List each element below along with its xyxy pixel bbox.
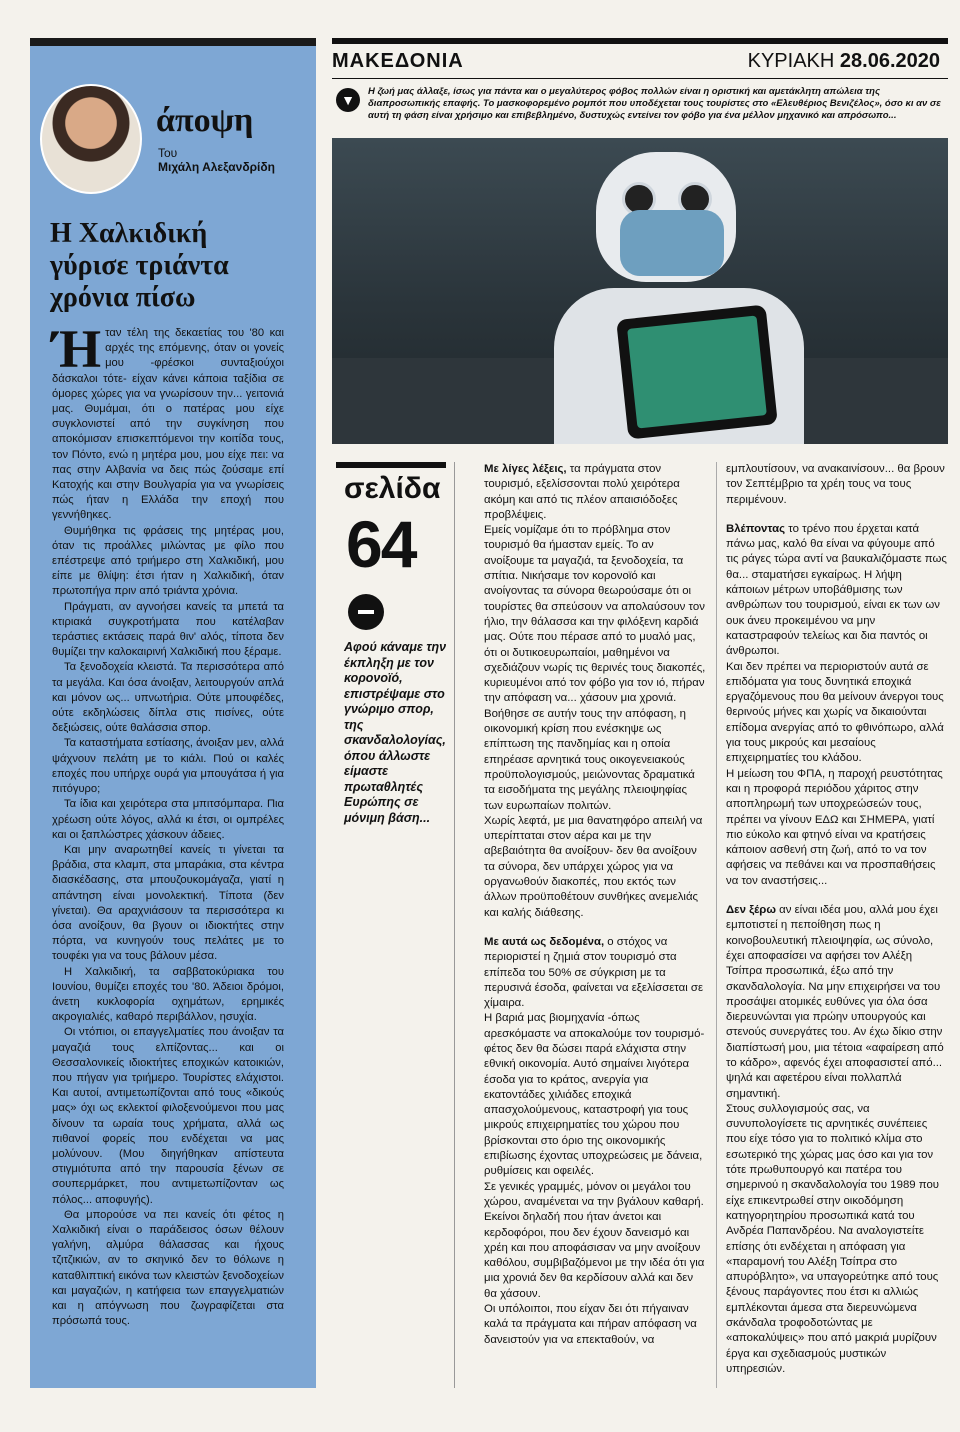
opinion-top-bar [30,38,316,46]
column-divider [716,462,717,1388]
article-paragraph: Δεν ξέρω αν είναι ιδέα μου, αλλά μου έχει εμποτιστεί η πεποίθηση πως η κοινοβουλευτική πλειοψηφία, ως σύνολο, έχει αποφασίσει να αφήσει τον Αλέξη Τσίπρα προσωπικά, έξω από την σκανδαλολογία. Να μην επιχειρήσει να του προσάψει ατομικές ευθύνες για όλα όσα διερευνώνται για πρώην υπουργούς και στενούς συνεργάτες του. Αν έχω δίκιο στην διαπίστωσή μου, μια τέτοια «αφαίρεση από το κάδρο», αφενός έχει αποφασιστεί από... ψηλά και αφετέρου είναι πολλαπλά σημαντική. [726,904,944,1100]
article-paragraph: Στους συλλογισμούς σας, να συνυπολογίσετε τις αρνητικές συνέπειες που είχε τόσο για το πολιτικό κλίμα στο εσωτερικό της χώρας μας όσο και για τον τότε πρωθυπουργό και πατέρα του σημερινού η σκανδαλολογία του 1989 που είχε επικεντρωθεί στην οικοδόμηση κατηγορητηρίου προσωπικά κατά του Ανδρέα Παπανδρέου. Να αναλογιστείτε επίσης ότι ενδέχεται η απόφαση για «παραμονή του Αλέξη Τσίπρα στο απυρόβλητο», να υπαγορεύτηκε από τους ξένους παράγοντες που έτσι κι αλλιώς εμπλέκονται άμεσα στα διερευνώμενα σκάνδαλα τροφοδοτώντας με «αποκαλύψεις» που από μακριά μυρίζουν έργα και σχεδιασμούς μυστικών υπηρεσιών. [726,1102,940,1375]
drop-cap: Ή [52,319,102,379]
opinion-paragraph: Και μην αναρωτηθεί κανείς τι γίνεται τα βράδια, στα κλαμπ, στα μπαράκια, στα κέντρα διασκέδασης, στα μπουζουκομάγαζα, γιατί η απάντηση είναι μονολεκτική. Τίποτα (δεν γίνεται). Θα αραχνιάσουν τα περισσότερα κι όσα ανοίξουν, θα βγουν οι ιδιοκτήτες στην πόρτα, να κυνηγούν τους πελάτες με το τουφέκι για να τους βάλουν μέσα. [52,843,284,963]
author-photo [40,84,142,194]
opinion-body [52,319,284,1329]
article-paragraph: Βλέποντας το τρένο που έρχεται κατά πάνω μας, καλό θα είναι να φύγουμε από τις ράγες τώρα αντί να βαυκαλιζόμαστε πως θα... σταματήσει εγκαίρως. Η λήψη κάποιων μέτρων υποβάθμισης των ανθρώπων του τουρισμού, είναι εκ των ων ουκ άνευ προκειμένου να μην καταστραφούν τελείως και δια παντός οι άνθρωποι. [726,522,947,658]
opinion-title: Η Χαλκιδική γύρισε τριάντα χρόνια πίσω [50,218,229,313]
robot-photo [332,138,948,444]
article-paragraph: Η βαριά μας βιομηχανία -όπως αρεσκόμαστε να αποκαλούμε τον τουρισμό- φέτος δεν θα δώσει παρά ελάχιστα στην εθνική οικονομία. Αυτό σημαίνει λιγότερα έσοδα για το κράτος, ανεργία για εκατοντάδες χιλιάδες εποχικά απασχολούμενους, καταστροφή για τους μικρούς επιχειρηματίες του χώρου που βρίσκονται στο όριο της οικονομικής επιβίωσης έχοντας υποχρεώσεις με δάνεια, ρυθμίσεις και οφειλές. [484,1012,705,1178]
chevron-down-icon: ▼ [336,88,360,112]
opinion-paragraph: Τα καταστήματα εστίασης, άνοιξαν μεν, αλλά ψάχνουν πελάτη με το κιάλι. Πού οι καλές εποχές που υπήρχε ουρά για μπουγάτσα ή για πιτόγυρο; [52,737,284,796]
page-number: 64 [346,507,416,581]
opinion-paragraph: Ήταν τέλη της δεκαετίας του '80 και αρχές της επόμενης, όταν οι γονείς μου -φρέσκοι συνταξιούχοι δάσκαλοι τότε- είχαν κάνει κάποια ταξίδια σε όμορες χώρες για να γνωρίσουν την... γειτονιά μας. Θυμάμαι, ότι ο πατέρας μου είχε συγκλονιστεί από την συγκίνηση που αποκόμισαν επισκεπτόμενοι την κοιτίδα τους, τον Πόντο, ενώ η μητέρα μου, μου είχε πει: να πας στην Αλβανία να δεις πώς ζούσαμε επί Κατοχής και στην Βουλγαρία για να γνωρίσεις πώς ήταν η Ελλάδα την εποχή που γεννήθηκες. [52,319,284,522]
selida-bar [336,462,446,468]
paper-name: ΜΑΚΕΔΟΝΙΑ [332,50,464,72]
selida-summary: Αφού κάναμε την έκπληξη με τον κορονοϊό, επιστρέψαμε στο γνώριμο σπορ, της σκανδαλολογίας, όπου άλλωστε είμαστε πρωταθλητές Ευρώπης σε μόνιμη βάση... [344,640,447,825]
opinion-paragraph: Η Χαλκιδική, τα σαββατοκύριακα του Ιουνίου, θυμίζει εποχές του '80. Άδειοι δρόμοι, άνετη κυκλοφορία οχημάτων, ερημικές ακρογιαλιές, καθαρό περιβάλλον, ησυχία. [52,965,284,1024]
selida-label: σελίδα [344,472,441,505]
face-mask [620,210,724,276]
tablet-screen [627,315,767,428]
article-column-2 [726,462,948,1377]
robot-tablet [616,304,778,439]
opinion-paragraph: Τα ξενοδοχεία κλειστά. Τα περισσότερα από τα μεγάλα. Και όσα άνοιξαν, λειτουργούν απλά και μόνον ως... υπνωτήρια. Ούτε μπουφέδες, ούτε εκδηλώσεις δίπλα στις πισίνες, ούτε δεξιώσεις, ούτε θαλάσσια σπορ. [52,661,284,735]
opinion-paragraph: Οι ντόπιοι, οι επαγγελματίες που άνοιξαν τα μαγαζιά τους ελπίζοντας... και οι Θεσσαλονικείς ιδιοκτήτες εποχικών κατοικιών, που πήγαν για τριήμερο. Τουρίστες ελάχιστοι. Και αυτοί, αντιμετωπίζονται από τους «δικούς μας» όχι ως εκλεκτοί φιλοξενούμενοι που μας δίνουν τα ωραία τους χρήματα, αλλά ως πιθανοί φορείς που ενδέχεται να μας μολύνουν. (Μου διηγήθηκαν απίστευτα στιγμιότυπα από την παρουσία ξένων σε σουπερμάρκετ, που αντιμετωπίζονταν ως πόλος... αποφυγής). [52,1026,284,1206]
minus-icon [348,594,384,630]
opinion-paragraph: Πράγματι, αν αγνοήσει κανείς τα μπετά τα κτιριακά συγκροτήματα που κατέλαβαν τεράστιες εκτάσεις παρά θιν' αλός, τίποτα δεν θυμίζει την καλοκαιρινή Χαλκιδική που ξέραμε. [52,600,284,659]
article-paragraph: Χωρίς λεφτά, με μια θανατηφόρο απειλή να υπερίπταται στον αέρα και με την αβεβαιότητα θα ανοίξουν- δεν θα ανοίξουν τα σύνορα, δεν υπάρχει χώρος για να οργανωθούν διακοπές, που εκτός των άλλων προϋποθέτουν συνθήκες ανεμελιάς και καλής διάθεσης. [484,814,703,919]
article-paragraph: Με αυτά ως δεδομένα, ο στόχος να περιοριστεί η ζημιά στον τουρισμό στα επίπεδα του 50% σε σύγκριση με τα περυσινά έσοδα, φαίνεται να εξελίσσεται σε χίμαιρα. [484,935,704,1010]
masthead [332,38,948,79]
opinion-paragraph: Τα ίδια και χειρότερα στα μπιτσόμπαρα. Πια χρέωση ούτε λόγος, αλλά κι έτσι, οι ομπρέλες και οι ξαπλώστρες χάσκουν άδειες. [52,798,284,841]
article-paragraph: Οι υπόλοιποι, που είχαν δει ότι πήγαιναν καλά τα πράγματα και πήραν απόφαση να δανειστούν για να επεκταθούν, να [484,1303,697,1346]
opinion-kicker: άποψη [156,102,254,139]
article-paragraph: Και δεν πρέπει να περιοριστούν αυτά σε επιδόματα για τους δυνητικά εποχικά εργαζόμενους που θα μείνουν άνεργοι τους θερινούς μήνες και χωρίς να δικαιούνται επίδομα ανεργίας από το φθινόπωρο, αλλά για τους μικρούς και μεσαίους επιχειρηματίες του κλάδου. [726,660,944,765]
article-paragraph: Εμείς νομίζαμε ότι το πρόβλημα στον τουρισμό θα ήμασταν εμείς. Το αν ανοίξουμε τα μαγαζιά, τα ξενοδοχεία, τα σπίτια. Νικήσαμε τον κορονοϊό και ανοίγοντας τα σύνορα θεωρούσαμε ότι οι τουρίστες θα σπεύσουν να απολαύσουν τον ήλιο, την θάλασσα και την φιλόξενη καρδιά μας. Ούτε που πέρασε από το μυαλό μας, ότι οι δυτικοευρωπαίοι, μαθημένοι να σχεδιάζουν νωρίς τις θερινές τους διακοπές, κυριευμένοι από τον φόβο για τον ιό, πήραν την απόφαση να... χάσουν μια χρονιά. Βοήθησε σε αυτήν τους την απόφαση, η οικονομική κρίση που ενέσκηψε ως επίπτωση της πανδημίας και η οποία επηρέασε αρνητικά τους οικογενειακούς προϋπολογισμούς, μειώνοντας δραματικά τα εισοδήματα της μεγάλης πλειοψηφίας των ευρωπαίων πολιτών. [484,524,706,812]
byline-prefix: Του [158,146,178,160]
opinion-paragraph: Θυμήθηκα τις φράσεις της μητέρας μου, όταν τις προάλλες μιλώντας με φίλο που επέστρεψε από τριήμερο στη Χαλκιδική, μου είπε με θλίψη: έτσι ήταν η Χαλκιδική, όταν πρωτοπήγα πριν από τριάντα χρόνια. [52,524,284,598]
article-column-1 [484,462,706,1348]
photo-caption: Η ζωή μας άλλαξε, ίσως για πάντα και ο μεγαλύτερος φόβος πολλών είναι η οριστική και αμετάκλητη απώλεια της διαπροσωπικής επαφής. Το μασκοφορεμένο ρομπότ που υποδέχεται τους τουρίστες στο «Ελευθέριος Βενιζέλος», όσο κι αν σε αυτή τη φάση είναι χρήσιμο και επιβεβλημένο, δυστυχώς εντείνει τον φόβο για ένα μέλλον μηχανικό και απρόσωπο... [368,86,941,121]
paper-date: ΚΥΡΙΑΚΗ 28.06.2020 [747,50,940,72]
article-paragraph: Σε γενικές γραμμές, μόνον οι μεγάλοι του χώρου, αναμένεται να την βγάλουν καθαρή. Εκείνοι δηλαδή που ήταν άνετοι και κερδοφόροι, που δεν έχουν δανεισμό και χρέη και που αποφάσισαν να μην ανοίξουν καθόλου, συμβιβαζόμενοι με την ιδέα ότι για μια χρονιά δεν θα κερδίσουν αλλά και δεν θα χάσουν. [484,1180,705,1300]
page-number-box [336,462,455,1388]
article-paragraph: Η μείωση του ΦΠΑ, η παροχή ρευστότητας και η προφορά περιόδου χάριτος στην αποπληρωμή των υποχρεώσεών τους, πρέπει να γίνουν ΕΔΩ και ΣΗΜΕΡΑ, γιατί πιο εύκολο και φτηνό είναι να κρατήσεις κάποιον ασθενή στη ζωή, από το να τον αφήσεις να πεθάνει και να προσπαθήσεις να τον αναστήσεις... [726,767,943,887]
byline-name: Μιχάλη Αλεξανδρίδη [158,160,275,174]
article-paragraph: εμπλουτίσουν, να ανακαινίσουν... θα βρουν τον Σεπτέμβριο τα χρέη τους να τους περιμένουν. [726,463,945,506]
opinion-paragraph: Θα μπορούσε να πει κανείς ότι φέτος η Χαλκιδική είναι ο παράδεισος όσων θέλουν γαλήνη, αλμύρα θάλασσας και ήχους τζιτζικιών, αν το σκηνικό δεν το θόλωνε η καταθλιπτική εικόνα των κλειστών ξενοδοχείων και μαγαζιών, η κατήφεια των επαγγελματιών και η απόγνωση που ζωγραφίζεται στα πρόσωπά τους. [52,1208,284,1328]
article-paragraph: Με λίγες λέξεις, τα πράγματα στον τουρισμό, εξελίσσονται πολύ χειρότερα ακόμη και από τις πλέον απαισιόδοξες προβλέψεις. [484,463,680,521]
